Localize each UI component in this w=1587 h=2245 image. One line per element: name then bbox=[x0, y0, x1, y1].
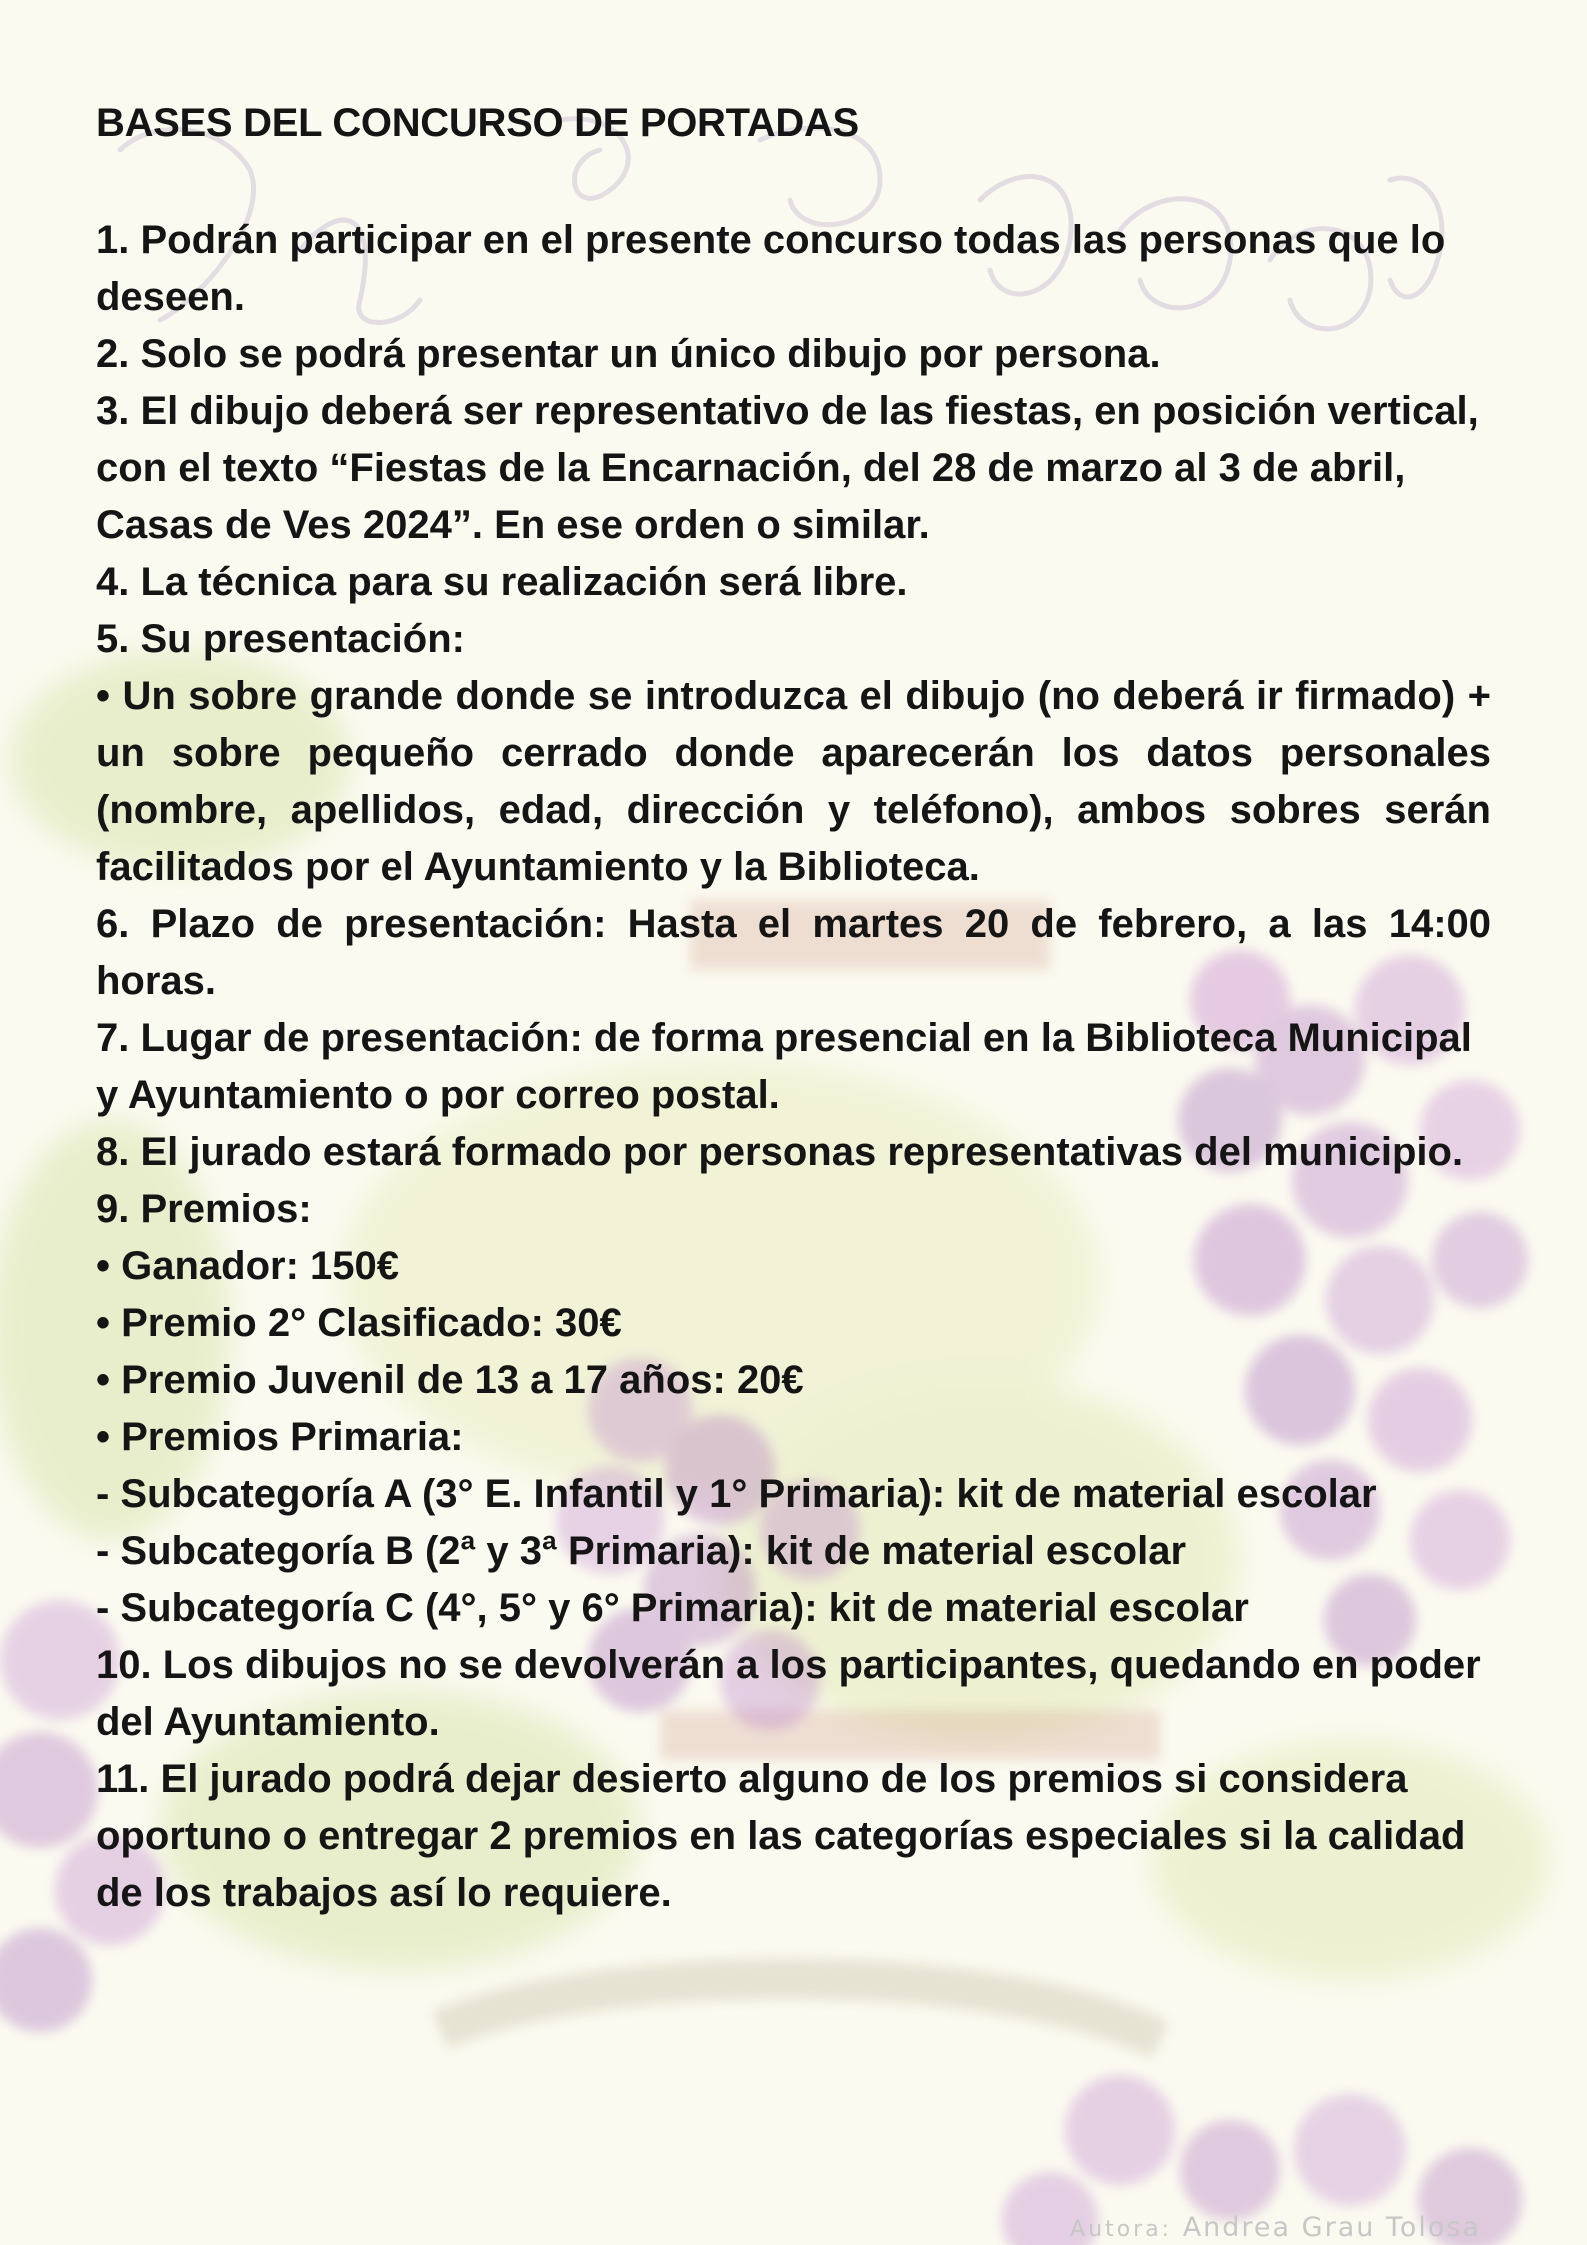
rule-5: 5. Su presentación: bbox=[96, 617, 465, 661]
rule-10: 10. Los dibujos no se devolverán a los participantes, quedando en poder del Ayuntamiento. bbox=[96, 1643, 1481, 1744]
subcategory-c: - Subcategoría C (4°, 5° y 6° Primaria): kit de material escolar bbox=[96, 1586, 1249, 1630]
rule-9: 9. Premios: bbox=[96, 1187, 312, 1231]
credit-prefix: Autora: bbox=[1070, 2217, 1173, 2242]
document-title: BASES DEL CONCURSO DE PORTADAS bbox=[96, 101, 859, 145]
subcategory-a: - Subcategoría A (3° E. Infantil y 1° Primaria): kit de material escolar bbox=[96, 1472, 1377, 1516]
prize-youth: • Premio Juvenil de 13 a 17 años: 20€ bbox=[96, 1358, 804, 1402]
subcategory-b: - Subcategoría B (2ª y 3ª Primaria): kit de material escolar bbox=[96, 1529, 1187, 1573]
credit-name: Andrea Grau Tolosa bbox=[1182, 2212, 1481, 2243]
rules-document bbox=[96, 92, 1491, 1922]
author-credit bbox=[1070, 2212, 1481, 2243]
rule-4: 4. La técnica para su realización será libre. bbox=[96, 560, 908, 604]
rule-5-envelopes: • Un sobre grande donde se introduzca el dibujo (no deberá ir firmado) + un sobre pequeño cerrado donde aparecerán los datos personales (nombre, apellidos, edad, dirección y teléfono), ambos sobres serán facilitados por el Ayuntamiento y la Biblioteca. bbox=[96, 674, 1491, 889]
rule-11: 11. El jurado podrá dejar desierto alguno de los premios si considera oportuno o entregar 2 premios en las categorías especiales si la calidad de los trabajos así lo requiere. bbox=[96, 1757, 1466, 1915]
prize-winner: • Ganador: 150€ bbox=[96, 1244, 400, 1288]
rule-2: 2. Solo se podrá presentar un único dibujo por persona. bbox=[96, 332, 1161, 376]
rule-6: 6. Plazo de presentación: Hasta el martes 20 de febrero, a las 14:00 horas. bbox=[96, 902, 1491, 1003]
rule-1: 1. Podrán participar en el presente concurso todas las personas que lo deseen. bbox=[96, 218, 1446, 319]
rule-3: 3. El dibujo deberá ser representativo de las fiestas, en posición vertical, con el texto “Fiestas de la Encarnación, del 28 de marzo al 3 de abril, Casas de Ves 2024”. En ese orden o similar. bbox=[96, 389, 1479, 547]
rule-7: 7. Lugar de presentación: de forma presencial en la Biblioteca Municipal y Ayuntamiento o por correo postal. bbox=[96, 1016, 1472, 1117]
rule-8: 8. El jurado estará formado por personas representativas del municipio. bbox=[96, 1130, 1464, 1174]
prize-second: • Premio 2° Clasificado: 30€ bbox=[96, 1301, 622, 1345]
prize-primary: • Premios Primaria: bbox=[96, 1415, 464, 1459]
